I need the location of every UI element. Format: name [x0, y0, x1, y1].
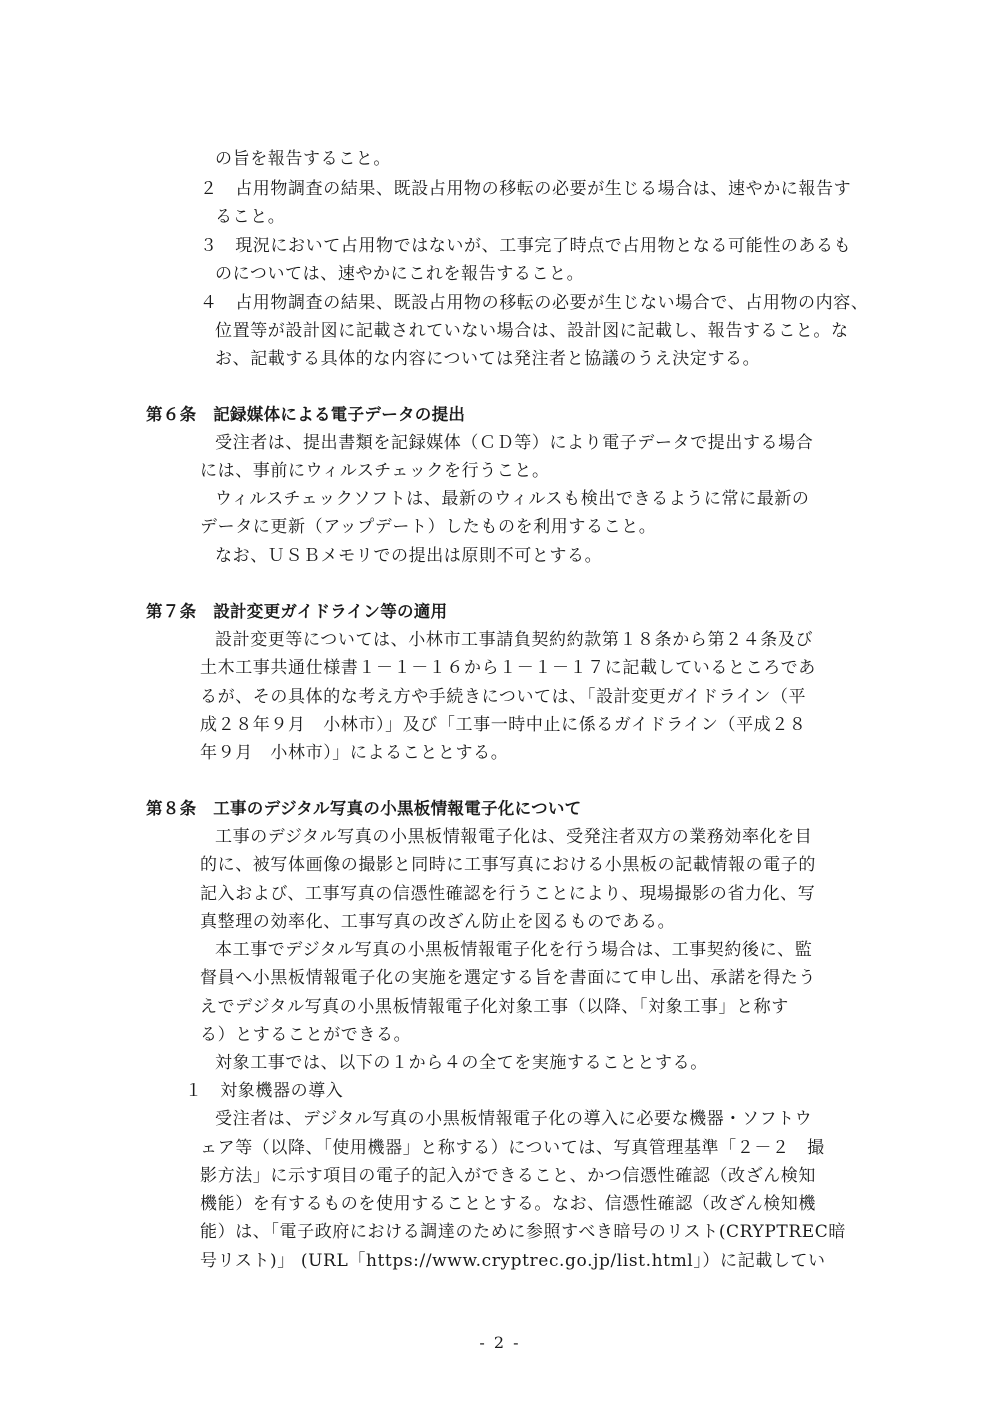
- text-line: 真整理の効率化、工事写真の改ざん防止を図るものである。: [200, 912, 676, 932]
- text-line: 影方法」に示す項目の電子的記入ができること、かつ信憑性確認（改ざん検知: [200, 1166, 816, 1186]
- text-line: 機能）を有するものを使用することとする。なお、信憑性確認（改ざん検知機: [200, 1194, 816, 1214]
- list-item-2: ２ 占用物調査の結果、既設占用物の移転の必要が生じる場合は、速やかに報告す: [200, 179, 852, 199]
- text-line: データに更新（アップデート）したものを利用すること。: [200, 517, 657, 537]
- text-line: 土木工事共通仕様書１－１－１６から１－１－１７に記載しているところであ: [200, 658, 816, 678]
- text-line: 対象工事では、以下の１から４の全てを実施することとする。: [215, 1053, 708, 1073]
- text-line: 本工事でデジタル写真の小黒板情報電子化を行う場合は、工事契約後に、監: [215, 940, 813, 960]
- text-line: ること。: [215, 207, 286, 227]
- text-line: のについては、速やかにこれを報告すること。: [215, 264, 585, 284]
- text-line: 受注者は、デジタル写真の小黒板情報電子化の導入に必要な機器・ソフトウ: [215, 1109, 813, 1129]
- text-line: ェア等（以降、「使用機器」と称する）については、写真管理基準「２－２ 撮: [200, 1138, 825, 1158]
- text-line: 督員へ小黒板情報電子化の実施を選定する旨を書面にて申し出、承諾を得たう: [200, 968, 816, 988]
- text-line: お、記載する具体的な内容については発注者と協議のうえ決定する。: [215, 349, 761, 369]
- text-line: の旨を報告すること。: [215, 149, 391, 169]
- article-7-heading: 第７条 設計変更ガイドライン等の適用: [146, 602, 448, 621]
- text-line: 受注者は、提出書類を記録媒体（ＣＤ等）により電子データで提出する場合: [215, 433, 814, 453]
- text-line: えでデジタル写真の小黒板情報電子化対象工事（以降、「対象工事」と称す: [200, 997, 789, 1017]
- text-line: る）とすることができる。: [200, 1025, 412, 1045]
- text-line: 号リスト)」 (URL「https://www.cryptrec.go.jp/list.html」）に記載してい: [200, 1251, 826, 1271]
- article-6-heading: 第６条 記録媒体による電子データの提出: [146, 405, 466, 424]
- text-line: 的に、被写体画像の撮影と同時に工事写真における小黒板の記載情報の電子的: [200, 855, 816, 875]
- list-item-4: ４ 占用物調査の結果、既設占用物の移転の必要が生じない場合で、占用物の内容、: [200, 293, 869, 313]
- list-item-3: ３ 現況において占用物ではないが、工事完了時点で占用物となる可能性のあるも: [200, 236, 852, 256]
- text-line: 記入および、工事写真の信憑性確認を行うことにより、現場撮影の省力化、写: [200, 884, 816, 904]
- text-line: 位置等が設計図に記載されていない場合は、設計図に記載し、報告すること。な: [215, 321, 849, 341]
- text-line: 年９月 小林市）」によることとする。: [200, 743, 509, 763]
- text-line: 設計変更等については、小林市工事請負契約約款第１８条から第２４条及び: [215, 630, 814, 650]
- text-line: ウィルスチェックソフトは、最新のウィルスも検出できるように常に最新の: [215, 489, 810, 509]
- text-line: 成２８年９月 小林市）」及び「工事一時中止に係るガイドライン（平成２８: [200, 715, 807, 735]
- text-line: 工事のデジタル写真の小黒板情報電子化は、受発注者双方の業務効率化を目: [215, 827, 813, 847]
- text-line: には、事前にウィルスチェックを行うこと。: [200, 461, 550, 481]
- text-line: なお、ＵＳＢメモリでの提出は原則不可とする。: [215, 546, 603, 566]
- page-number: - 2 -: [479, 1333, 521, 1352]
- subsection-1-heading: １ 対象機器の導入: [185, 1081, 344, 1101]
- article-8-heading: 第８条 工事のデジタル写真の小黒板情報電子化について: [146, 799, 582, 818]
- text-line: 能）は、「電子政府における調達のために参照すべき暗号のリスト(CRYPTREC暗: [200, 1222, 846, 1242]
- text-line: るが、その具体的な考え方や手続きについては、「設計変更ガイドライン（平: [200, 687, 807, 707]
